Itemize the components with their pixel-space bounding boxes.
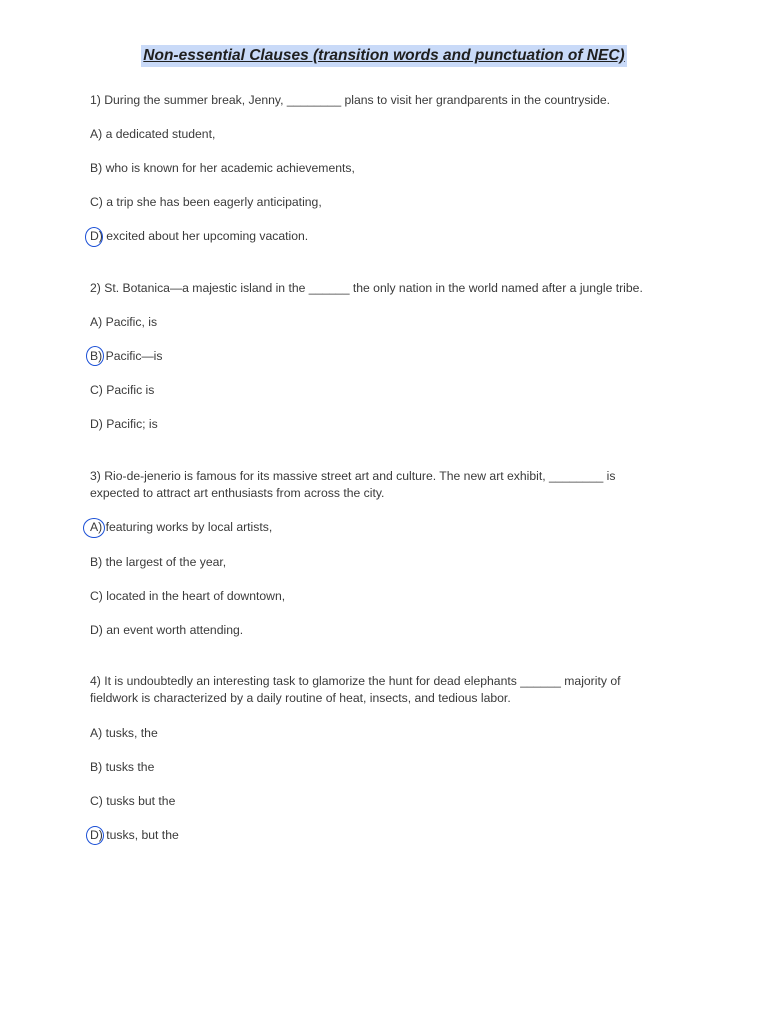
question-4	[90, 673, 650, 707]
option-text: a trip she has been eagerly anticipating,	[106, 195, 322, 209]
option-letter: D)	[90, 623, 103, 637]
question-1	[90, 92, 610, 109]
q1-option-d	[90, 228, 308, 245]
question-3-text: 3) Rio-de-jenerio is famous for its massive street art and culture. The new art exhibit, ________ is expected to attract art enthusiasts from across the city.	[90, 469, 616, 500]
option-text: tusks but the	[106, 794, 176, 808]
q2-option-a	[90, 314, 157, 331]
page-title: Non-essential Clauses (transition words and punctuation of NEC)	[141, 45, 626, 67]
q3-option-c	[90, 588, 285, 605]
option-letter: C)	[90, 383, 103, 397]
q1-option-c	[90, 194, 322, 211]
q2-option-d	[90, 416, 158, 433]
option-text: excited about her upcoming vacation.	[106, 229, 309, 243]
option-letter: B)	[90, 760, 103, 774]
option-letter: D)	[90, 828, 103, 842]
q3-option-a	[90, 519, 272, 536]
option-text: Pacific—is	[105, 349, 163, 363]
answer-circle-q4	[86, 826, 104, 845]
question-1-text: 1) During the summer break, Jenny, ________ plans to visit her grandparents in the countryside.	[90, 93, 611, 107]
option-text: the largest of the year,	[105, 555, 227, 569]
option-text: located in the heart of downtown,	[106, 589, 286, 603]
option-letter: B)	[90, 161, 103, 175]
option-letter: D)	[90, 417, 103, 431]
q1-option-b	[90, 160, 355, 177]
option-text: Pacific is	[106, 383, 155, 397]
answer-circle-q2	[86, 346, 104, 366]
option-letter: C)	[90, 794, 103, 808]
option-letter: C)	[90, 195, 103, 209]
question-2	[90, 280, 643, 297]
q3-option-b	[90, 554, 226, 571]
answer-circle-q1	[85, 227, 103, 247]
option-text: an event worth attending.	[106, 623, 244, 637]
option-letter: D)	[90, 229, 103, 243]
option-letter: A)	[90, 315, 103, 329]
q4-option-b	[90, 759, 154, 776]
option-text: tusks the	[105, 760, 155, 774]
option-letter: B)	[90, 349, 103, 363]
option-letter: A)	[90, 127, 103, 141]
answer-circle-q3	[83, 518, 105, 538]
q1-option-a	[90, 126, 215, 143]
option-letter: A)	[90, 520, 103, 534]
question-2-text: 2) St. Botanica—a majestic island in the ______ the only nation in the world named after a jungle tribe.	[90, 281, 643, 295]
option-letter: C)	[90, 589, 103, 603]
option-text: tusks, but the	[106, 828, 179, 842]
question-4-text: 4) It is undoubtedly an interesting task to glamorize the hunt for dead elephants ______ majority of fieldwork is characterized by a daily routine of heat, insects, and tedious labor.	[90, 674, 621, 705]
q3-option-d	[90, 622, 243, 639]
option-text: a dedicated student,	[105, 127, 216, 141]
question-3	[90, 468, 650, 502]
q4-option-a	[90, 725, 158, 742]
q4-option-c	[90, 793, 175, 810]
title-container	[0, 45, 768, 67]
option-letter: A)	[90, 726, 103, 740]
option-text: Pacific, is	[105, 315, 158, 329]
option-text: tusks, the	[105, 726, 158, 740]
option-text: Pacific; is	[106, 417, 158, 431]
option-text: who is known for her academic achievements,	[105, 161, 355, 175]
option-text: featuring works by local artists,	[105, 520, 273, 534]
q2-option-c	[90, 382, 154, 399]
option-letter: B)	[90, 555, 103, 569]
